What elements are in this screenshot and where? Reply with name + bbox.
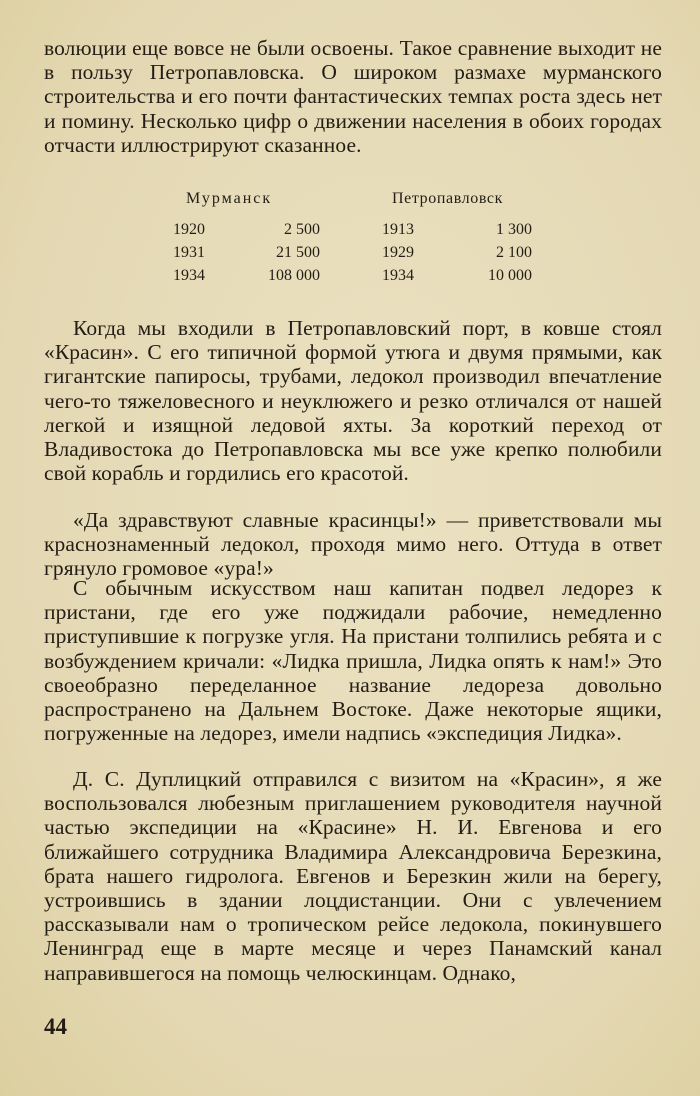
paragraph-4: С обычным искусством наш капитан подвел ледорез к пристани, где его уже поджидали рабочие, немедленно приступившие к погрузке угля. На пристани толпились ребята и с возбуждением кричали: «Лидка пришла, Лидка опять к нам!» Это своеобразно переделанное название ледореза довольно распространено на Дальнем Востоке. Даже некоторые ящики, погруженные на ледорез, имели надпись «экспедиция Лидка». [44,576,662,746]
table-row [170,244,540,266]
table-row [170,221,540,243]
table-header-murmansk: Мурманск [186,190,273,207]
year-murmansk: 1920 [173,221,205,238]
population-murmansk: 2 500 [284,221,320,238]
paragraph-2: Когда мы входили в Петропавловский порт, в ковше стоял «Красин». С его типичной формой утюга и двумя прямыми, как гигантские папиросы, трубами, ледокол производил впечатление чего-то тяжеловесного и неуклюжего и резко отличался от нашей легкой и изящной ледовой яхты. За короткий переход от Владивостока до Петропавловска мы все уже крепко полюбили свой корабль и гордились его красотой. [44,316,662,486]
year-petropavlovsk: 1913 [382,221,414,238]
paragraph-1: волюции еще вовсе не были освоены. Такое сравнение выходит не в пользу Петропавловска. О широком размахе мурманского строительства и его почти фантастических темпах роста здесь нет и помину. Несколько цифр о движении населения в обоих городах отчасти иллюстрируют сказанное. [44,36,662,157]
population-murmansk: 21 500 [276,244,320,261]
population-murmansk: 108 000 [268,267,320,284]
paragraph-5: Д. С. Дуплицкий отправился с визитом на «Красин», я же воспользовался любезным приглашением руководителя научной частью экспедиции на «Красине» Н. И. Евгенова и его ближайшего сотрудника Владимира Александровича Березкина, брата нашего гидролога. Евгенов и Березкин жили на берегу, устроившись в здании лоцдистанции. Они с увлечением рассказывали нам о тропическом рейсе ледокола, покинувшего Ленинград еще в марте месяце и через Панамский канал направившегося на помощь челюскинцам. Однако, [44,767,662,985]
page-number: 44 [44,1014,67,1039]
population-petropavlovsk: 2 100 [496,244,532,261]
table-header-petropavlovsk: Петропавловск [392,190,503,207]
year-murmansk: 1931 [173,244,205,261]
paragraph-3: «Да здравствуют славные красинцы!» — приветствовали мы краснознаменный ледокол, проходя мимо него. Оттуда в ответ грянуло громовое «ура!» [44,508,662,581]
year-murmansk: 1934 [173,267,205,284]
year-petropavlovsk: 1934 [382,267,414,284]
table-row [170,267,540,289]
year-petropavlovsk: 1929 [382,244,414,261]
population-petropavlovsk: 1 300 [496,221,532,238]
population-petropavlovsk: 10 000 [488,267,532,284]
